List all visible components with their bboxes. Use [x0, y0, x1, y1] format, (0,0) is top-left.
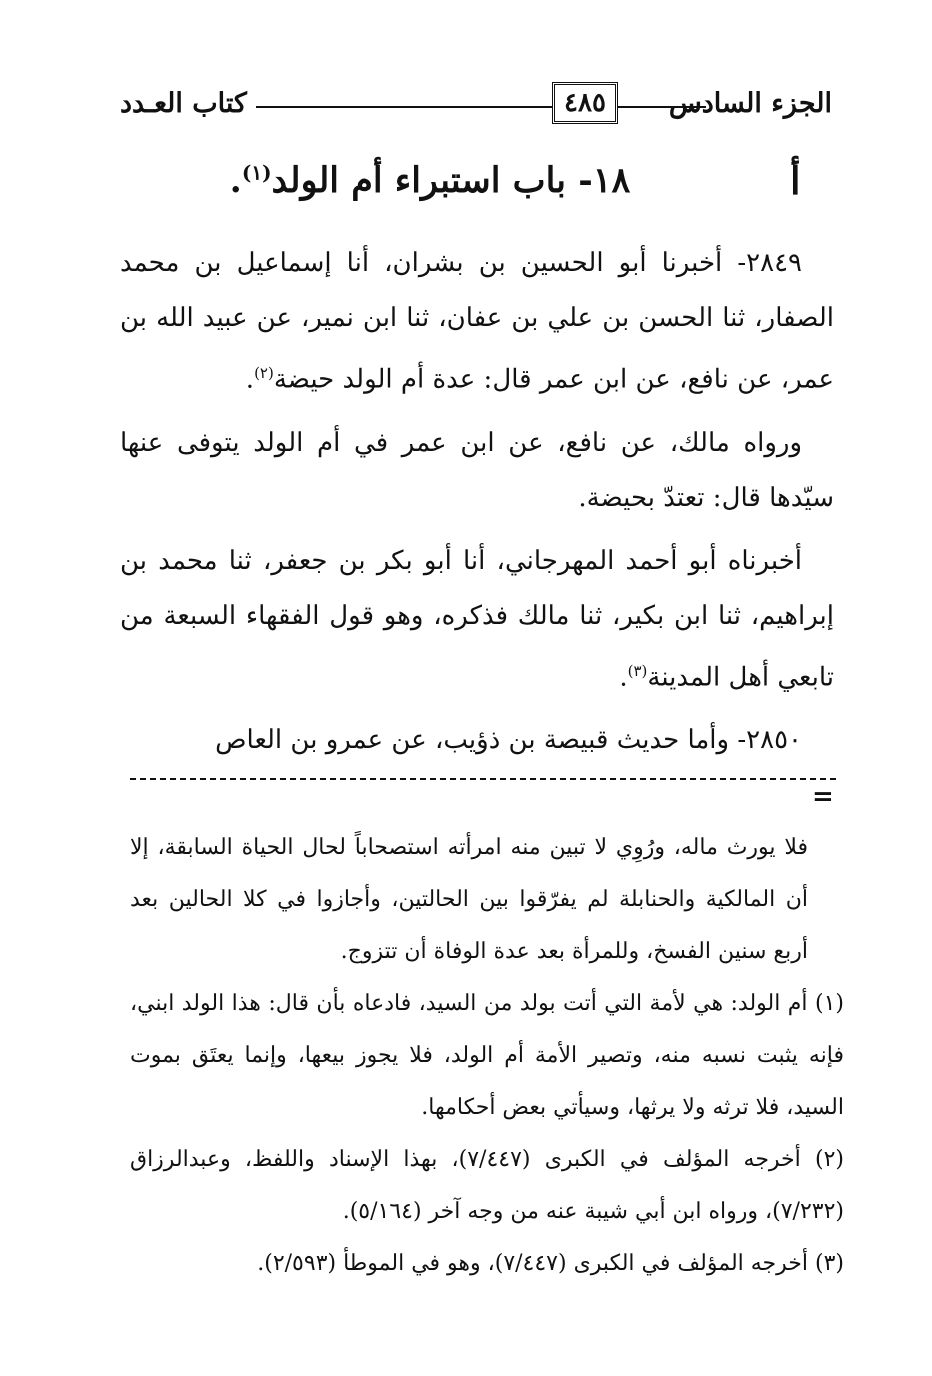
footnotes: [130, 822, 844, 1290]
hadith-2850: ٢٨٥٠- وأما حديث قبيصة بن ذؤيب، عن عمرو بن العاص: [215, 725, 802, 756]
book-section-title: كتاب العـدد: [120, 88, 247, 119]
malik-narration: ورواه مالك، عن نافع، عن ابن عمر في أم الولد يتوفى عنها سيّدها قال: تعتدّ بحيضة.: [120, 427, 834, 513]
volume-title: الجزء السادس: [668, 88, 832, 119]
continuation-mark: =: [812, 782, 834, 812]
hadith-2849: ٢٨٤٩- أخبرنا أبو الحسين بن بشران، أنا إسماعيل بن محمد الصفار، ثنا الحسن بن علي بن عفان، ثنا ابن نمير، عن عبيد الله بن عمر، عن نافع، عن ابن عمر قال: عدة أم الولد حيضة$^{(٢)}$.: [120, 248, 834, 395]
hadith-2849-text: ٢٨٤٩- أخبرنا أبو الحسين بن بشران، أنا إسماعيل بن محمد الصفار، ثنا الحسن بن علي بن عفان، ثنا ابن نمير، عن عبيد الله بن عمر، عن نافع، عن ابن عمر قال: عدة أم الولد حيضة: [120, 248, 834, 395]
chapter-title: [120, 160, 740, 201]
page-header: [120, 82, 832, 126]
mahrajani-narration: أخبرناه أبو أحمد المهرجاني، أنا أبو بكر بن جعفر، ثنا محمد بن إبراهيم، ثنا ابن بكير، ثنا مالك فذكره، وهو قول الفقهاء السبعة من تابعي أهل المدينة$^{(٣)}$.: [120, 545, 834, 693]
chapter-title-end: .: [229, 160, 242, 201]
footnote-1: (١) أم الولد: هي لأمة التي أتت بولد من السيد، فادعاه بأن قال: هذا الولد ابني، فإنه يثبت نسبه منه، وتصير الأمة أم الولد، فلا يجوز بيعها، وإنما يعتَق بموت السيد، فلا ترثه ولا يرثها، وسيأتي بعض أحكامها.: [130, 991, 844, 1120]
footnote-separator: [130, 778, 836, 780]
chapter-title-text: ١٨- باب استبراء أم الولد: [271, 160, 631, 201]
footnote-ref-2: (٢): [254, 364, 274, 382]
footnote-ref-3: (٣): [627, 661, 648, 680]
main-text: [120, 236, 834, 776]
mahrajani-narration-text: أخبرناه أبو أحمد المهرجاني، أنا أبو بكر بن جعفر، ثنا محمد بن إبراهيم، ثنا ابن بكير، ثنا مالك فذكره، وهو قول الفقهاء السبعة من تابعي أهل المدينة: [120, 545, 834, 693]
footnote-3: (٣) أخرجه المؤلف في الكبرى (٧/٤٤٧)، وهو في الموطأ (٢/٥٩٣).: [257, 1251, 844, 1276]
footnote-2: (٢) أخرجه المؤلف في الكبرى (٧/٤٤٧)، بهذا الإسناد واللفظ، وعبدالرزاق (٧/٢٣٢)، ورواه ابن أبي شيبة عنه من وجه آخر (٥/١٦٤).: [130, 1147, 844, 1224]
header-rule-left: [256, 106, 552, 108]
footnote-continuation: فلا يورث ماله، ورُوِي لا تبين منه امرأته استصحاباً لحال الحياة السابقة، إلا أن المالكية والحنابلة لم يفرّقوا بين الحالتين، وأجازوا في كلا الحالين بعد أربع سنين الفسخ، وللمرأة بعد عدة الوفاة أن تتزوج.: [130, 835, 808, 964]
chapter-footnote-ref: (١): [241, 160, 272, 185]
margin-mark: أ: [790, 158, 801, 203]
page-number: ٤٨٥: [552, 82, 618, 124]
